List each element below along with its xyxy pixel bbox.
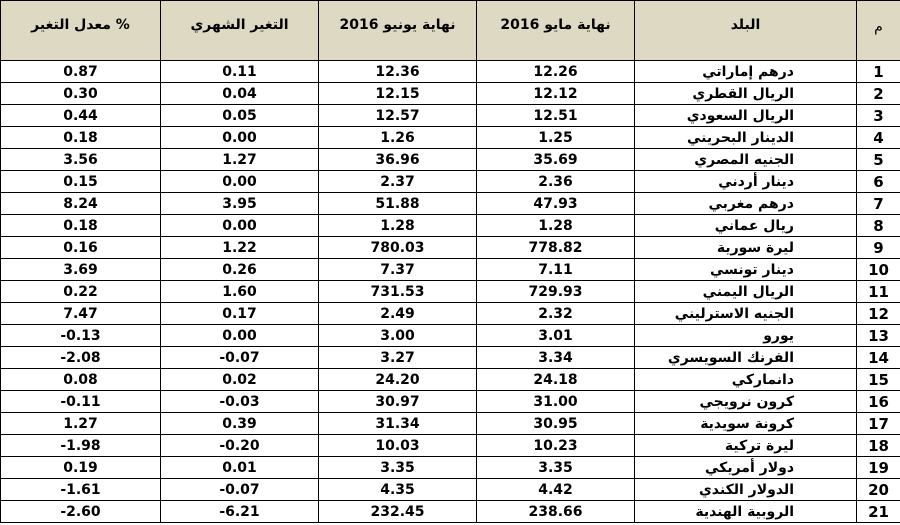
cell-index: 4 (857, 127, 900, 149)
cell-index: 1 (857, 61, 900, 83)
cell-end-june: 31.34 (319, 413, 477, 435)
cell-index: 14 (857, 347, 900, 369)
cell-end-may: 10.23 (477, 435, 635, 457)
cell-end-may: 778.82 (477, 237, 635, 259)
cell-country: الريال السعودي (635, 105, 857, 127)
cell-index: 8 (857, 215, 900, 237)
cell-country: الريال القطري (635, 83, 857, 105)
table-row (1, 149, 900, 171)
cell-end-june: 7.37 (319, 259, 477, 281)
cell-pct-change: 1.27 (1, 413, 161, 435)
cell-end-june: 731.53 (319, 281, 477, 303)
cell-country: الجنيه الاسترليني (635, 303, 857, 325)
cell-end-may: 7.11 (477, 259, 635, 281)
cell-end-june: 2.37 (319, 171, 477, 193)
cell-index: 2 (857, 83, 900, 105)
cell-country: دولار أمريكي (635, 457, 857, 479)
cell-end-may: 729.93 (477, 281, 635, 303)
cell-monthly-change: -0.07 (161, 347, 319, 369)
cell-end-june: 3.35 (319, 457, 477, 479)
cell-pct-change: -0.13 (1, 325, 161, 347)
cell-index: 6 (857, 171, 900, 193)
cell-end-may: 35.69 (477, 149, 635, 171)
cell-end-june: 232.45 (319, 501, 477, 523)
cell-index: 11 (857, 281, 900, 303)
cell-monthly-change: 0.02 (161, 369, 319, 391)
cell-end-may: 1.28 (477, 215, 635, 237)
table-header (1, 1, 900, 61)
cell-pct-change: -1.61 (1, 479, 161, 501)
cell-monthly-change: 3.95 (161, 193, 319, 215)
cell-index: 3 (857, 105, 900, 127)
cell-end-june: 4.35 (319, 479, 477, 501)
cell-index: 9 (857, 237, 900, 259)
cell-index: 7 (857, 193, 900, 215)
cell-country: الفرنك السويسري (635, 347, 857, 369)
cell-monthly-change: -0.20 (161, 435, 319, 457)
cell-country: درهم إماراتي (635, 61, 857, 83)
cell-monthly-change: 0.00 (161, 127, 319, 149)
cell-end-june: 10.03 (319, 435, 477, 457)
cell-end-june: 30.97 (319, 391, 477, 413)
cell-end-may: 3.34 (477, 347, 635, 369)
cell-monthly-change: 1.27 (161, 149, 319, 171)
cell-monthly-change: -0.07 (161, 479, 319, 501)
cell-pct-change: 0.22 (1, 281, 161, 303)
cell-end-may: 4.42 (477, 479, 635, 501)
cell-monthly-change: 0.00 (161, 215, 319, 237)
table-row (1, 127, 900, 149)
cell-end-may: 12.26 (477, 61, 635, 83)
cell-monthly-change: 0.00 (161, 325, 319, 347)
cell-end-may: 238.66 (477, 501, 635, 523)
cell-pct-change: -2.60 (1, 501, 161, 523)
cell-country: الروبية الهندية (635, 501, 857, 523)
cell-end-june: 12.57 (319, 105, 477, 127)
table-row (1, 281, 900, 303)
cell-end-may: 12.12 (477, 83, 635, 105)
cell-end-may: 3.35 (477, 457, 635, 479)
cell-monthly-change: 1.60 (161, 281, 319, 303)
cell-country: دانماركي (635, 369, 857, 391)
cell-end-may: 2.32 (477, 303, 635, 325)
table-row (1, 83, 900, 105)
cell-pct-change: 0.87 (1, 61, 161, 83)
header-country: البلد (635, 1, 857, 61)
cell-index: 13 (857, 325, 900, 347)
cell-end-may: 2.36 (477, 171, 635, 193)
header-row (1, 1, 900, 61)
cell-country: الجنيه المصري (635, 149, 857, 171)
table-row (1, 215, 900, 237)
cell-monthly-change: 0.04 (161, 83, 319, 105)
cell-country: درهم مغربي (635, 193, 857, 215)
cell-end-june: 780.03 (319, 237, 477, 259)
table-row (1, 501, 900, 523)
cell-monthly-change: -6.21 (161, 501, 319, 523)
cell-country: ليرة تركية (635, 435, 857, 457)
cell-end-may: 30.95 (477, 413, 635, 435)
cell-index: 10 (857, 259, 900, 281)
header-pct-change: معدل التغير % (1, 1, 161, 61)
cell-pct-change: 0.18 (1, 215, 161, 237)
cell-end-june: 1.26 (319, 127, 477, 149)
cell-pct-change: -2.08 (1, 347, 161, 369)
table-row (1, 259, 900, 281)
cell-monthly-change: 1.22 (161, 237, 319, 259)
cell-end-may: 47.93 (477, 193, 635, 215)
cell-monthly-change: 0.05 (161, 105, 319, 127)
cell-country: الدولار الكندي (635, 479, 857, 501)
cell-end-june: 1.28 (319, 215, 477, 237)
cell-monthly-change: 0.00 (161, 171, 319, 193)
cell-end-june: 3.27 (319, 347, 477, 369)
cell-pct-change: 0.16 (1, 237, 161, 259)
table-row (1, 479, 900, 501)
cell-pct-change: 0.30 (1, 83, 161, 105)
cell-index: 19 (857, 457, 900, 479)
header-index: م (857, 1, 900, 61)
header-monthly-change: التغير الشهري (161, 1, 319, 61)
cell-monthly-change: 0.11 (161, 61, 319, 83)
cell-country: كرون نرويجي (635, 391, 857, 413)
cell-index: 15 (857, 369, 900, 391)
table-row (1, 105, 900, 127)
cell-monthly-change: 0.01 (161, 457, 319, 479)
cell-country: ريال عماني (635, 215, 857, 237)
cell-index: 5 (857, 149, 900, 171)
table-row (1, 457, 900, 479)
cell-monthly-change: 0.26 (161, 259, 319, 281)
cell-pct-change: 8.24 (1, 193, 161, 215)
cell-pct-change: 3.69 (1, 259, 161, 281)
cell-index: 18 (857, 435, 900, 457)
cell-pct-change: 7.47 (1, 303, 161, 325)
cell-end-may: 12.51 (477, 105, 635, 127)
table-body (1, 61, 900, 523)
cell-index: 20 (857, 479, 900, 501)
table-row (1, 435, 900, 457)
table-row (1, 171, 900, 193)
cell-index: 12 (857, 303, 900, 325)
cell-pct-change: -0.11 (1, 391, 161, 413)
cell-end-june: 2.49 (319, 303, 477, 325)
cell-country: دينار تونسي (635, 259, 857, 281)
cell-country: كرونة سويدية (635, 413, 857, 435)
cell-pct-change: 0.18 (1, 127, 161, 149)
cell-end-june: 12.15 (319, 83, 477, 105)
header-end-may: نهاية مايو 2016 (477, 1, 635, 61)
cell-end-june: 36.96 (319, 149, 477, 171)
cell-index: 21 (857, 501, 900, 523)
cell-pct-change: 0.19 (1, 457, 161, 479)
cell-pct-change: 3.56 (1, 149, 161, 171)
cell-monthly-change: 0.39 (161, 413, 319, 435)
cell-index: 17 (857, 413, 900, 435)
cell-end-june: 24.20 (319, 369, 477, 391)
cell-pct-change: 0.08 (1, 369, 161, 391)
header-end-june: نهاية يونيو 2016 (319, 1, 477, 61)
cell-country: دينار أردني (635, 171, 857, 193)
table-row (1, 413, 900, 435)
cell-end-may: 31.00 (477, 391, 635, 413)
table-row (1, 347, 900, 369)
cell-monthly-change: 0.17 (161, 303, 319, 325)
table-row (1, 369, 900, 391)
cell-end-may: 3.01 (477, 325, 635, 347)
table-row (1, 193, 900, 215)
cell-country: الريال اليمني (635, 281, 857, 303)
cell-monthly-change: -0.03 (161, 391, 319, 413)
cell-pct-change: 0.15 (1, 171, 161, 193)
table-row (1, 325, 900, 347)
cell-pct-change: 0.44 (1, 105, 161, 127)
cell-end-june: 51.88 (319, 193, 477, 215)
table-row (1, 237, 900, 259)
table-row (1, 303, 900, 325)
table-row (1, 391, 900, 413)
cell-country: يورو (635, 325, 857, 347)
cell-index: 16 (857, 391, 900, 413)
table-row (1, 61, 900, 83)
cell-end-june: 3.00 (319, 325, 477, 347)
cell-end-may: 24.18 (477, 369, 635, 391)
cell-end-may: 1.25 (477, 127, 635, 149)
cell-pct-change: -1.98 (1, 435, 161, 457)
cell-country: ليرة سورية (635, 237, 857, 259)
cell-end-june: 12.36 (319, 61, 477, 83)
cell-country: الدينار البحريني (635, 127, 857, 149)
